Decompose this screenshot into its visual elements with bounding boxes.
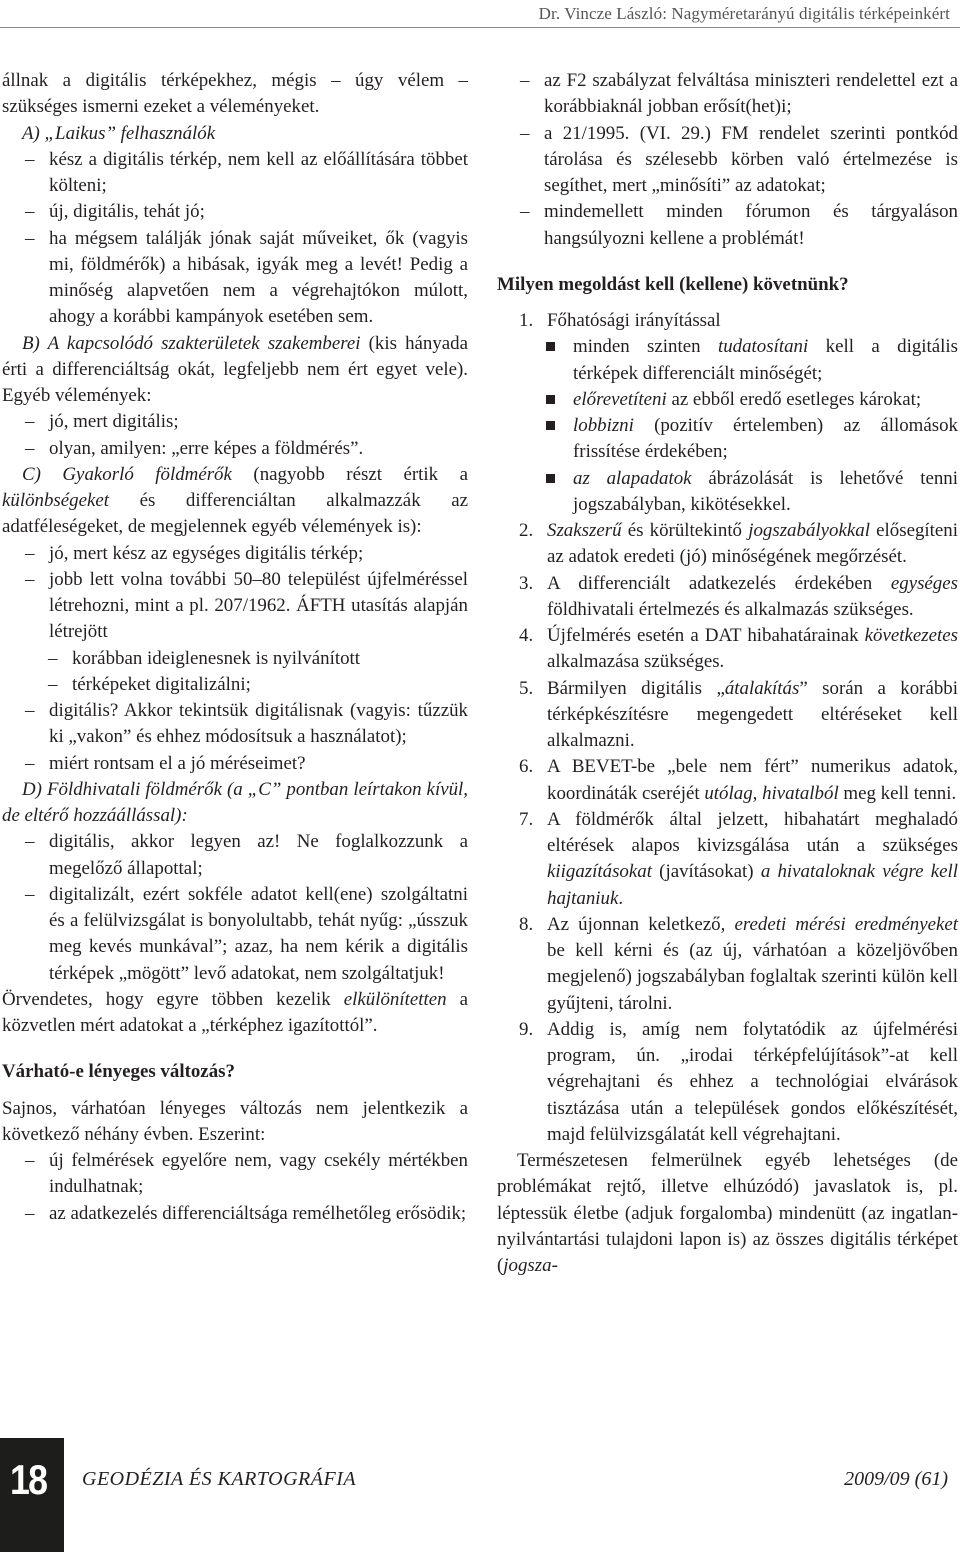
square-bullet-icon	[546, 342, 555, 351]
page-footer	[0, 1438, 960, 1552]
issue-number: 2009/09 (61)	[844, 1468, 948, 1490]
list-item: – térképeket digitalizálni;	[2, 672, 468, 698]
page-number-box	[0, 1438, 64, 1552]
paragraph: Örvendetes, hogy egyre többen kezelik elkülönítetten a közvetlen mért adatokat a „térképhez igazítottól”.	[2, 988, 469, 1036]
running-header	[0, 0, 960, 42]
list-item: – az adatkezelés differenciáltsága remélhetőleg erősödik;	[2, 1201, 468, 1227]
bullet-item: előrevetíteni az ebből eredő esetleges károkat;	[497, 387, 958, 413]
list-item: – miért rontsam el a jó méréseimet?	[2, 751, 468, 777]
square-bullet-icon	[546, 474, 555, 483]
bullet-item: minden szinten tudatosítani kell a digitális térképek differenciált minőségét;	[497, 334, 958, 387]
paragraph: állnak a digitális térképekhez, mégis – úgy vélem – szükséges ismerni ezeket a véleményeket.	[2, 70, 468, 118]
numbered-item: 9. Addig is, amíg nem folytatódik az újfelmérési program, ún. „irodai térképfelújítások”-at kell végrehajtani és ehhez a technológiai elvárások tisztázása után a települések gondos előkészítését, majd felülvizsgálatát kell végrehajtani.	[519, 1018, 958, 1145]
list-item: – az F2 szabályzat felváltása miniszteri rendelettel ezt a korábbiaknál jobban erősít(het)i;	[497, 68, 958, 121]
list-item: – jobb lett volna további 50–80 települést újfelméréssel létrehozni, mint a pl. 207/1962. ÁFTH utasítás alapján létrejött	[2, 567, 468, 646]
group-c-paragraph: C) Gyakorló földmérők (nagyobb részt értik a különbségeket és differenciáltan alkalmazzák az adatféleségeket, de megjelennek egyéb vélemények is):	[2, 463, 468, 538]
bullet-item: az alapadatok ábrázolását is lehetővé tenni jogszabályban, kikötésekkel.	[497, 466, 958, 519]
paragraph: Sajnos, várhatóan lényeges változás nem jelentkezik a következő néhány évben. Eszerint:	[2, 1097, 468, 1145]
left-column	[2, 68, 468, 1227]
list-item: – mindemellett minden fórumon és tárgyaláson hangsúlyozni kellene a problémát!	[497, 199, 958, 252]
right-column	[497, 68, 958, 1279]
list-item: – korábban ideiglenesnek is nyilvánított	[2, 646, 468, 672]
square-bullet-icon	[546, 395, 555, 404]
numbered-item: 2. Szakszerű és körültekintő jogszabályokkal elősegíteni az adatok eredeti (jó) minőségének megőrzését.	[519, 520, 958, 568]
list-item: – digitális? Akkor tekintsük digitálisnak (vagyis: tűzzük ki „vakon” és ehhez módosítsuk a használatot);	[2, 698, 468, 751]
list-item: – olyan, amilyen: „erre képes a földmérés”.	[2, 436, 468, 462]
numbered-item: 8. Az újonnan keletkező, eredeti mérési eredményeket be kell kérni és (az új, várhatóan a közeljövőben megjelenő) jogszabályban foglaltak szerinti külön kell gyűjteni, tárolni.	[519, 913, 958, 1014]
numbered-item: 7. A földmérők által jelzett, hibahatárt meghaladó eltérések alapos kivizsgálása után a szükséges kiigazításokat (javításokat) a hivataloknak végre kell hajtaniuk.	[519, 808, 958, 909]
page-number: 18	[10, 1456, 47, 1503]
list-item: – digitalizált, ezért sokféle adatot kell(ene) szolgáltatni és a felülvizsgálat is bonyolultabb, tehát nyűg: „ússzuk meg kevés munkával”; azaz, ha nem kérik a digitális térképek „mögött” levő adatokat, nem szolgáltatjuk!	[2, 882, 468, 987]
list-item: – jó, mert kész az egységes digitális térkép;	[2, 541, 468, 567]
numbered-item: 6. A BEVET-be „bele nem fért” numerikus adatok, koordináták cseréjét utólag, hivatalból meg kell tenni.	[519, 756, 958, 804]
journal-title: GEODÉZIA ÉS KARTOGRÁFIA	[82, 1468, 357, 1490]
numbered-item: 5. Bármilyen digitális „átalakítás” során a korábbi térképkészítésre megengedett eltéréseket kell alkalmazni.	[519, 677, 958, 751]
list-item: – új, digitális, tehát jó;	[2, 199, 468, 225]
list-item: – ha mégsem találják jónak saját műveiket, ők (vagyis mi, földmérők) a hibásak, igyák meg a levét! Pedig a minőség alapvetően nem a végrehajtókon múlott, ahogy a korábbi kampányok esetében sem.	[2, 226, 468, 331]
list-item: – új felmérések egyelőre nem, vagy csekély mértékben indulhatnak;	[2, 1148, 468, 1201]
numbered-item: 3. A differenciált adatkezelés érdekében egységes földhivatali értelmezés és alkalmazás szükséges.	[519, 572, 958, 620]
section-heading: Milyen megoldást kell (kellene) követnünk?	[497, 273, 849, 295]
list-item: – digitális, akkor legyen az! Ne foglalkozzunk a megelőző állapottal;	[2, 829, 468, 882]
list-item: – a 21/1995. (VI. 29.) FM rendelet szerinti pontkód tárolása és szélesebb körben való értelmezése is segíthet, mert „minősíti” az adatokat;	[497, 121, 958, 200]
paragraph: Természetesen felmerülnek egyéb lehetséges (de problémákat rejtő, illetve elhúzódó) javaslatok is, pl. léptessük életbe (adjuk forgalomba) mindenütt (az ingatlan-nyilvántartási tulajdoni lapon is) az összes digitális térképet (jogsza-	[497, 1150, 958, 1276]
numbered-item: 1. Főhatósági irányítással	[519, 310, 721, 331]
header-rule	[0, 27, 960, 28]
group-b-paragraph: B) A kapcsolódó szakterületek szakemberei (kis hányada érti a differenciáltság okát, legfeljebb nem ért egyet vele). Egyéb vélemények:	[2, 332, 469, 406]
list-item: – jó, mert digitális;	[2, 409, 468, 435]
group-d-title: D) Földhivatali földmérők (a „C” pontban leírtakon kívül, de eltérő hozzáállással):	[2, 778, 468, 826]
bullet-item: lobbizni (pozitív értelemben) az állomások frissítése érdekében;	[497, 413, 958, 466]
section-heading: Várható-e lényeges változás?	[2, 1061, 235, 1083]
square-bullet-icon	[546, 421, 555, 430]
numbered-item: 4. Újfelmérés esetén a DAT hibahatárainak következetes alkalmazása szükséges.	[519, 625, 958, 673]
list-item: – kész a digitális térkép, nem kell az előállítására többet költeni;	[2, 147, 468, 200]
header-title: Dr. Vincze László: Nagyméretarányú digitális térképeinkért	[538, 4, 950, 23]
group-a-title: A) „Laikus” felhasználók	[22, 122, 216, 144]
